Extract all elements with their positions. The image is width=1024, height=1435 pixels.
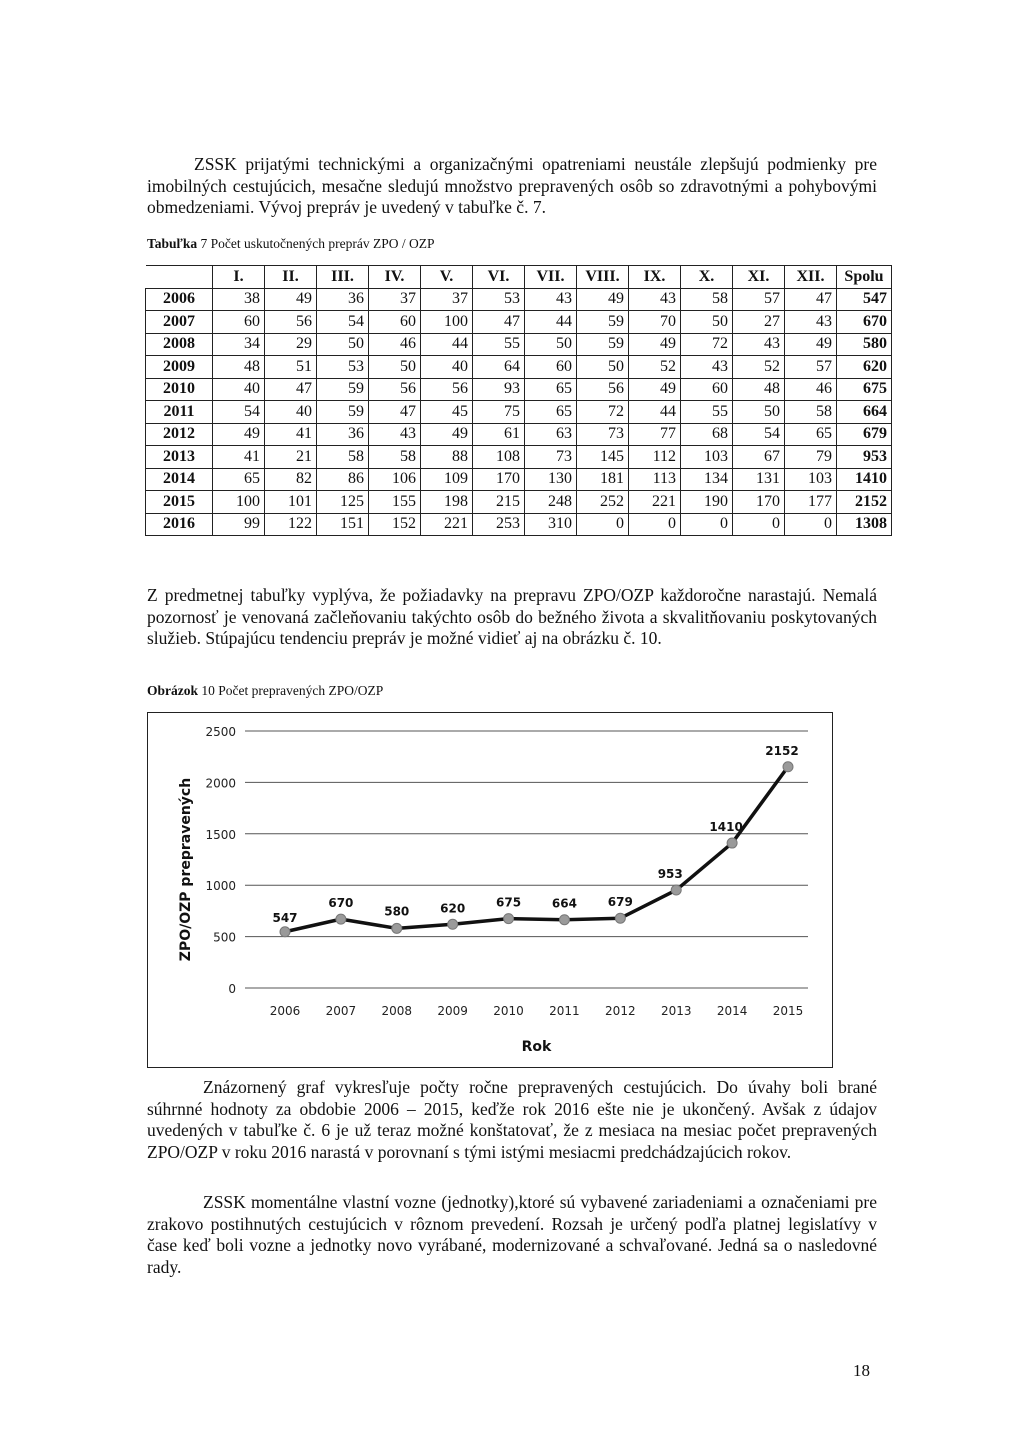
- table-cell: 86: [317, 468, 369, 491]
- table-total-cell: 1308: [837, 513, 892, 536]
- table-cell: 65: [525, 401, 577, 424]
- table-row: [146, 468, 892, 491]
- table-cell: 131: [733, 468, 785, 491]
- table-cell: 0: [681, 513, 733, 536]
- table-cell: 50: [525, 333, 577, 356]
- table-cell: 43: [369, 423, 421, 446]
- data-point: [783, 762, 793, 772]
- table-cell: 50: [681, 311, 733, 334]
- table-cell: 44: [525, 311, 577, 334]
- table-cell: 177: [785, 491, 837, 514]
- table-cell: 55: [681, 401, 733, 424]
- table-cell: 57: [785, 356, 837, 379]
- table-cell: 101: [265, 491, 317, 514]
- x-tick-label: 2014: [716, 1004, 748, 1018]
- table-total-cell: 620: [837, 356, 892, 379]
- x-tick-label: 2008: [381, 1004, 413, 1018]
- data-label: 664: [551, 896, 577, 911]
- table-header-cell: VII.: [525, 266, 577, 289]
- data-label: 679: [607, 895, 633, 910]
- table-cell: 60: [369, 311, 421, 334]
- table-cell: 59: [317, 401, 369, 424]
- table-cell: 46: [369, 333, 421, 356]
- table-cell: 151: [317, 513, 369, 536]
- table-header-cell: II.: [265, 266, 317, 289]
- y-tick-label: 2000: [205, 776, 236, 791]
- table-year-cell: 2006: [146, 288, 213, 311]
- table-cell: 198: [421, 491, 473, 514]
- data-point: [280, 927, 290, 937]
- table-body: [146, 288, 892, 536]
- table-cell: 125: [317, 491, 369, 514]
- table-total-cell: 1410: [837, 468, 892, 491]
- table-cell: 68: [681, 423, 733, 446]
- data-label: 547: [272, 910, 298, 925]
- table-cell: 41: [265, 423, 317, 446]
- y-tick-label: 2500: [205, 725, 236, 739]
- data-label: 620: [440, 901, 466, 916]
- data-label: 2152: [765, 743, 799, 758]
- y-tick-label: 500: [213, 930, 236, 945]
- table-total-cell: 664: [837, 401, 892, 424]
- data-point: [336, 914, 346, 924]
- table-cell: 54: [733, 423, 785, 446]
- table-cell: 75: [473, 401, 525, 424]
- table-cell: 99: [213, 513, 265, 536]
- table-cell: 106: [369, 468, 421, 491]
- table-cell: 252: [577, 491, 629, 514]
- x-tick-label: 2009: [437, 1004, 468, 1018]
- x-tick-label: 2013: [660, 1004, 692, 1018]
- table-cell: 60: [525, 356, 577, 379]
- page-number: 18: [853, 1361, 870, 1380]
- table-cell: 47: [473, 311, 525, 334]
- table-cell: 59: [317, 378, 369, 401]
- table-cell: 82: [265, 468, 317, 491]
- table-year-cell: 2010: [146, 378, 213, 401]
- table-cell: 52: [629, 356, 681, 379]
- table-cell: 93: [473, 378, 525, 401]
- table-row: [146, 333, 892, 356]
- data-label: 580: [384, 904, 410, 919]
- table-cell: 50: [577, 356, 629, 379]
- x-tick-label: 2007: [325, 1004, 357, 1018]
- table-row: [146, 288, 892, 311]
- table-cell: 0: [733, 513, 785, 536]
- table-cell: 0: [785, 513, 837, 536]
- table-cell: 221: [629, 491, 681, 514]
- table-cell: 134: [681, 468, 733, 491]
- table-header-cell: XI.: [733, 266, 785, 289]
- table-cell: 64: [473, 356, 525, 379]
- table-cell: 44: [421, 333, 473, 356]
- paragraph-after-chart: Znázornený graf vykresľuje počty ročne prepravených cestujúcich. Do úvahy boli brané súhrnné hodnoty za obdobie 2006 – 2015, keďže rok 2016 ešte nie je ukončený. Avšak z údajov uvedených v tabuľke č. 6 je už teraz možné konštatovať, že z mesiaca na mesiac počet prepravených ZPO/OZP v roku 2016 narastá v porovnaní s tými istými mesiacmi predchádzajúcich rokov.: [147, 1077, 877, 1162]
- table-cell: 49: [629, 378, 681, 401]
- table-year-cell: 2011: [146, 401, 213, 424]
- table-cell: 0: [629, 513, 681, 536]
- table-cell: 52: [733, 356, 785, 379]
- table-header-cell: IV.: [369, 266, 421, 289]
- table-row: [146, 378, 892, 401]
- data-label: 675: [496, 895, 522, 910]
- table-row: [146, 311, 892, 334]
- table-header-cell: V.: [421, 266, 473, 289]
- table-year-cell: 2008: [146, 333, 213, 356]
- table-cell: 50: [733, 401, 785, 424]
- table-total-cell: 670: [837, 311, 892, 334]
- table-year-cell: 2015: [146, 491, 213, 514]
- table-cell: 58: [785, 401, 837, 424]
- table-cell: 54: [213, 401, 265, 424]
- data-point: [559, 915, 569, 925]
- table-cell: 27: [733, 311, 785, 334]
- table-total-cell: 547: [837, 288, 892, 311]
- table-cell: 57: [733, 288, 785, 311]
- table-cell: 108: [473, 446, 525, 469]
- table-cell: 56: [265, 311, 317, 334]
- table-total-cell: 675: [837, 378, 892, 401]
- table-cell: 65: [525, 378, 577, 401]
- chart-canvas: [148, 713, 832, 1067]
- table-cell: 48: [213, 356, 265, 379]
- table-year-cell: 2007: [146, 311, 213, 334]
- table-caption: [147, 236, 434, 252]
- table-cell: 67: [733, 446, 785, 469]
- table-total-cell: 679: [837, 423, 892, 446]
- table-header-row: [146, 266, 892, 289]
- table-cell: 130: [525, 468, 577, 491]
- data-point: [448, 919, 458, 929]
- x-tick-label: 2006: [269, 1004, 301, 1018]
- table-cell: 45: [421, 401, 473, 424]
- y-tick-label: 1000: [205, 879, 236, 894]
- data-point: [671, 885, 681, 895]
- table-year-cell: 2016: [146, 513, 213, 536]
- table-cell: 44: [629, 401, 681, 424]
- table-cell: 56: [421, 378, 473, 401]
- y-tick-label: 1500: [205, 827, 236, 842]
- table-cell: 49: [577, 288, 629, 311]
- table-cell: 40: [421, 356, 473, 379]
- table-cell: 60: [213, 311, 265, 334]
- table-header-cell: IX.: [629, 266, 681, 289]
- monthly-transport-table: [145, 265, 892, 536]
- table-row: [146, 356, 892, 379]
- table-cell: 59: [577, 333, 629, 356]
- table-cell: 170: [733, 491, 785, 514]
- table-cell: 60: [681, 378, 733, 401]
- table-cell: 248: [525, 491, 577, 514]
- table-header-cell: X.: [681, 266, 733, 289]
- table-cell: 55: [473, 333, 525, 356]
- figure-caption-text: 10 Počet prepravených ZPO/OZP: [198, 683, 384, 698]
- table-total-cell: 2152: [837, 491, 892, 514]
- table-year-cell: 2009: [146, 356, 213, 379]
- intro-paragraph: ZSSK prijatými technickými a organizačnými opatreniami neustále zlepšujú podmienky pre imobilných cestujúcich, mesačne sledujú množstvo prepravených osôb so zdravotnými a pohybovými obmedzeniami. Vývoj prepráv je uvedený v tabuľke č. 7.: [147, 154, 877, 217]
- table-cell: 47: [369, 401, 421, 424]
- table-cell: 49: [213, 423, 265, 446]
- table-cell: 49: [629, 333, 681, 356]
- table-caption-label: Tabuľka: [147, 236, 198, 251]
- table-cell: 36: [317, 423, 369, 446]
- table-cell: 122: [265, 513, 317, 536]
- y-axis-label: ZPO/OZP prepravených: [178, 777, 194, 962]
- x-tick-label: 2012: [605, 1004, 636, 1018]
- table-header-cell: I.: [213, 266, 265, 289]
- table-cell: 72: [681, 333, 733, 356]
- table-cell: 112: [629, 446, 681, 469]
- table-cell: 79: [785, 446, 837, 469]
- table-cell: 37: [421, 288, 473, 311]
- table-header-cell: VI.: [473, 266, 525, 289]
- table-cell: 58: [681, 288, 733, 311]
- table-cell: 103: [681, 446, 733, 469]
- table-cell: 65: [213, 468, 265, 491]
- table-cell: 50: [317, 333, 369, 356]
- table-row: [146, 401, 892, 424]
- series-line: [285, 767, 788, 932]
- table-cell: 41: [213, 446, 265, 469]
- table-cell: 53: [473, 288, 525, 311]
- table-cell: 58: [369, 446, 421, 469]
- table-cell: 145: [577, 446, 629, 469]
- table-header-cell: III.: [317, 266, 369, 289]
- x-tick-label: 2011: [549, 1004, 580, 1018]
- figure-caption: [147, 683, 383, 699]
- table-cell: 49: [265, 288, 317, 311]
- table-cell: 46: [785, 378, 837, 401]
- table-cell: 0: [577, 513, 629, 536]
- table-cell: 73: [577, 423, 629, 446]
- table-year-cell: 2012: [146, 423, 213, 446]
- data-point: [615, 913, 625, 923]
- data-point: [504, 914, 514, 924]
- table-cell: 49: [785, 333, 837, 356]
- table-cell: 65: [785, 423, 837, 446]
- table-cell: 38: [213, 288, 265, 311]
- table-year-cell: 2013: [146, 446, 213, 469]
- table-cell: 36: [317, 288, 369, 311]
- transport-line-chart: [147, 712, 833, 1068]
- table-row: [146, 423, 892, 446]
- table-cell: 215: [473, 491, 525, 514]
- table-cell: 100: [213, 491, 265, 514]
- table-cell: 43: [629, 288, 681, 311]
- table-total-cell: 580: [837, 333, 892, 356]
- table-cell: 61: [473, 423, 525, 446]
- table-cell: 100: [421, 311, 473, 334]
- table-header-cell: XII.: [785, 266, 837, 289]
- table-cell: 113: [629, 468, 681, 491]
- data-point: [727, 838, 737, 848]
- table-header-cell: Spolu: [837, 266, 892, 289]
- table-caption-text: 7 Počet uskutočnených prepráv ZPO / OZP: [197, 236, 435, 251]
- x-tick-label: 2010: [493, 1004, 524, 1018]
- table-cell: 37: [369, 288, 421, 311]
- table-row: [146, 446, 892, 469]
- y-tick-label: 0: [228, 982, 236, 996]
- table-cell: 43: [681, 356, 733, 379]
- table-cell: 59: [577, 311, 629, 334]
- x-tick-label: 2015: [772, 1004, 804, 1018]
- table-cell: 190: [681, 491, 733, 514]
- table-total-cell: 953: [837, 446, 892, 469]
- table-year-cell: 2014: [146, 468, 213, 491]
- data-label: 670: [328, 896, 354, 911]
- data-point: [392, 923, 402, 933]
- table-cell: 54: [317, 311, 369, 334]
- paragraph-after-table: Z predmetnej tabuľky vyplýva, že požiadavky na prepravu ZPO/OZP každoročne narastajú. Nemalá pozornosť je venovaná začleňovaniu takýchto osôb do bežného života a skvalitňovaniu poskytovaných služieb. Stúpajúcu tendenciu prepráv je možné vidieť aj na obrázku č. 10.: [147, 585, 877, 648]
- table-cell: 181: [577, 468, 629, 491]
- table-cell: 88: [421, 446, 473, 469]
- table-cell: 56: [577, 378, 629, 401]
- table-cell: 43: [785, 311, 837, 334]
- table-cell: 77: [629, 423, 681, 446]
- data-label: 1410: [709, 820, 743, 835]
- table-cell: 221: [421, 513, 473, 536]
- table-cell: 170: [473, 468, 525, 491]
- table-cell: 152: [369, 513, 421, 536]
- table-cell: 56: [369, 378, 421, 401]
- table-cell: 53: [317, 356, 369, 379]
- table-row: [146, 491, 892, 514]
- table-cell: 43: [525, 288, 577, 311]
- table-cell: 58: [317, 446, 369, 469]
- table-cell: 40: [213, 378, 265, 401]
- table-cell: 21: [265, 446, 317, 469]
- table-header-cell: VIII.: [577, 266, 629, 289]
- table-cell: 40: [265, 401, 317, 424]
- table-cell: 43: [733, 333, 785, 356]
- figure-caption-label: Obrázok: [147, 683, 199, 698]
- table-cell: 47: [265, 378, 317, 401]
- table-cell: 29: [265, 333, 317, 356]
- table-cell: 48: [733, 378, 785, 401]
- table-cell: 49: [421, 423, 473, 446]
- table-cell: 310: [525, 513, 577, 536]
- final-paragraph: ZSSK momentálne vlastní vozne (jednotky),ktoré sú vybavené zariadeniami a označeniami pre zrakovo postihnutých cestujúcich v rôznom prevedení. Rozsah je určený podľa platnej legislatívy v čase keď boli vozne a jednotky novo vyrábané, modernizované a schvaľované. Jedná sa o nasledovné rady.: [147, 1192, 877, 1277]
- table-cell: 253: [473, 513, 525, 536]
- table-cell: 72: [577, 401, 629, 424]
- table-cell: 109: [421, 468, 473, 491]
- table-cell: 50: [369, 356, 421, 379]
- table-row: [146, 513, 892, 536]
- table-corner-cell: [146, 266, 213, 289]
- table-cell: 73: [525, 446, 577, 469]
- table-cell: 103: [785, 468, 837, 491]
- x-axis-label: Rok: [521, 1039, 552, 1055]
- table-cell: 47: [785, 288, 837, 311]
- table-cell: 63: [525, 423, 577, 446]
- table-cell: 70: [629, 311, 681, 334]
- data-label: 953: [657, 867, 683, 882]
- table-cell: 155: [369, 491, 421, 514]
- table-cell: 34: [213, 333, 265, 356]
- table-cell: 51: [265, 356, 317, 379]
